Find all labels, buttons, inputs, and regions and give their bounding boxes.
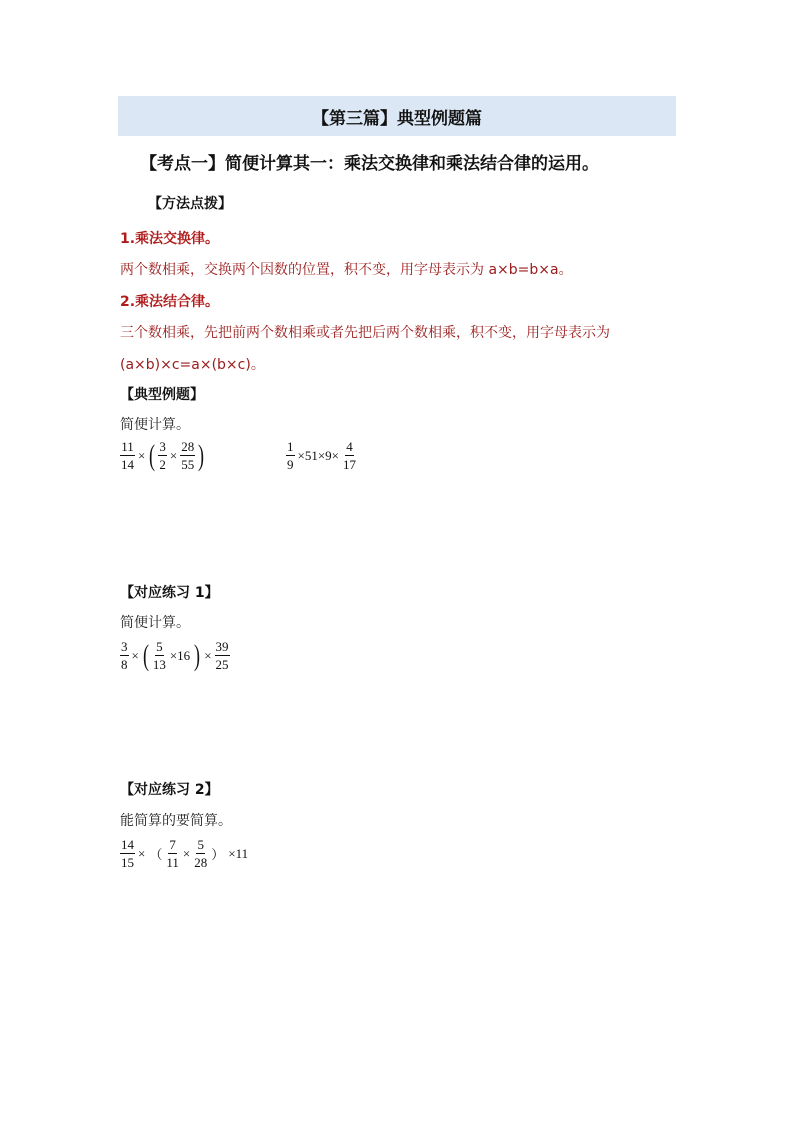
- rule2-title: 2.乘法结合律。: [120, 294, 220, 310]
- example-expression-2: $\frac{1}{9}$ ×51×9× $\frac{4}{17}$: [287, 439, 356, 472]
- practice1-instruction: 简便计算。: [120, 615, 190, 631]
- fraction: $\frac{1}{9}$: [287, 439, 294, 472]
- rule1-title: 1.乘法交换律。: [120, 231, 220, 247]
- practice2-instruction: 能简算的要简算。: [120, 813, 232, 829]
- rule2-text-line1: 三个数相乘，先把前两个数相乘或者先把后两个数相乘，积不变，用字母表示为: [120, 325, 610, 341]
- example-instruction: 简便计算。: [120, 417, 190, 433]
- fraction: $\frac{4}{17}$: [343, 439, 356, 472]
- fraction: $\frac{28}{55}$: [181, 439, 195, 472]
- example-expression-1: $\frac{11}{14}$ × ( $\frac{3}{2}$ × $\frac{28}{55}$ ): [121, 438, 205, 472]
- fraction: $\frac{5}{28}$: [194, 837, 208, 870]
- fraction: $\frac{14}{15}$: [121, 837, 134, 870]
- example-label: 【典型例题】: [120, 387, 204, 403]
- fraction: $\frac{11}{14}$: [121, 439, 134, 472]
- fraction: $\frac{5}{13}$: [152, 639, 166, 672]
- section-title: 【第三篇】典型例题篇: [312, 108, 482, 129]
- practice1-label: 【对应练习 1】: [120, 585, 219, 601]
- practice2-label: 【对应练习 2】: [120, 782, 219, 798]
- fraction: $\frac{7}{11}$: [166, 837, 179, 870]
- rule1-text: 两个数相乘，交换两个因数的位置，积不变，用字母表示为 a×b=b×a。: [120, 262, 573, 278]
- practice1-expression: $\frac{3}{8}$ × ( $\frac{5}{13}$ ×16 ) × $\frac{39}{25}$: [121, 638, 229, 672]
- topic-heading: 【考点一】简便计算其一：乘法交换律和乘法结合律的运用。: [140, 154, 599, 174]
- practice2-expression: $\frac{14}{15}$ × （ $\frac{7}{11}$ × $\frac{5}{28}$ ） ×11: [121, 837, 249, 870]
- section-title-banner: [118, 96, 676, 136]
- fraction: $\frac{39}{25}$: [215, 639, 229, 672]
- method-label: 【方法点拨】: [148, 196, 232, 212]
- fraction: $\frac{3}{8}$: [121, 639, 128, 672]
- rule2-text-line2: (a×b)×c=a×(b×c)。: [120, 357, 265, 373]
- fraction: $\frac{3}{2}$: [159, 439, 166, 472]
